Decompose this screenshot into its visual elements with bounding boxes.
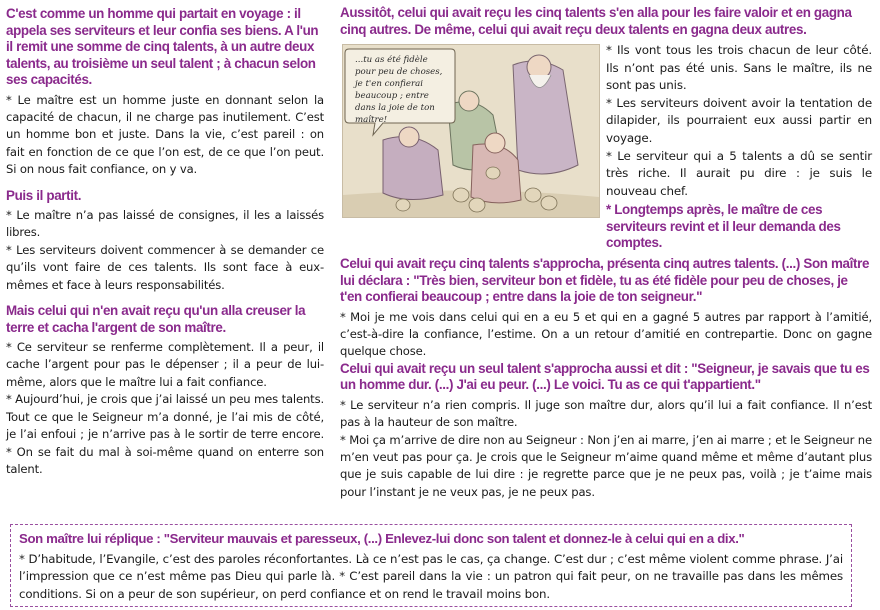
comment-paragraph-1: * Le maître est un homme juste en donnant selon la capacité de chacun, il ne charge pas inutilement. C’est un homme bon et juste. Dans la vie, c’est pareil : on fait en fonction de ce que l’on est, de ce que l’on peut. Si on nous fait confiance, on y va. xyxy=(6,92,324,177)
right-bottom-column xyxy=(340,256,872,501)
comment-paragraph-5: * Aujourd’hui, je crois que j’ai laissé un peu mes talents. Tout ce que le Seigneur m’a donné, je l’ai mis de côté, je l’ai enfoui ; je n’arrive pas à le sortir de terre encore. * On se fait du mal à soi-même quand on enterre son talent. xyxy=(6,392,325,476)
scripture-heading-7: Celui qui avait reçu un seul talent s'approcha aussi et dit : "Seigneur, je savais que tu es un homme dur. (...) J'ai eu peur. (...) Le voici. Tu as ce qui t'appartient." xyxy=(340,360,870,393)
comment-paragraph-2: * Le maître n’a pas laissé de consignes, il les a laissés libres. xyxy=(6,208,324,240)
left-column xyxy=(6,6,324,478)
comment-paragraph-7: * Les serviteurs doivent avoir la tentation de dilapider, ils pourraient eux aussi partir en voyage. xyxy=(606,95,872,145)
right-top-heading xyxy=(340,5,872,38)
right-side-column xyxy=(606,42,872,252)
scripture-heading-4: Aussitôt, celui qui avait reçu les cinq talents s'en alla pour les faire valoir et en gagna cinq autres. De même, celui qui avait reçu deux talents en gagna deux autres. xyxy=(340,5,852,37)
scripture-heading-5: * Longtemps après, le maître de ces serviteurs revint et il leur demanda des comptes. xyxy=(606,202,841,251)
comment-paragraph-10: * Le serviteur n’a rien compris. Il juge son maître dur, alors qu’il lui a fait confiance. Il n’est pas à la hauteur de son maître. xyxy=(340,397,872,430)
speech-bubble-text: ...tu as été fidèle pour peu de choses, je t'en confierai beaucoup ; entre dans la joie de ton maître! xyxy=(355,55,443,125)
comment-paragraph-11: * Moi ça m’arrive de dire non au Seigneur : Non j’en ai marre, j’en ai marre ; et le Seigneur ne m’en veut pas pour ça. Je crois que le Seigneur m’aime quand même et même d’autant plus que je suis capable de lui dire : je regrette parce que je ne peux pas, voilà ; je t’aime mais pour l’instant je ne veux pas, je ne peux pas. xyxy=(340,432,872,499)
scripture-heading-3: Mais celui qui n'en avait reçu qu'un alla creuser la terre et cacha l'argent de son maître. xyxy=(6,303,306,335)
comment-paragraph-8: * Le serviteur qui a 5 talents a dû se sentir très riche. Il aurait pu dire : je suis le nouveau chef. xyxy=(606,148,872,198)
scripture-heading-8: Son maître lui réplique : "Serviteur mauvais et paresseux, (...) Enlevez-lui donc son talent et donnez-le à celui qui en a dix." xyxy=(19,531,745,546)
comment-paragraph-6: * Ils vont tous les trois chacun de leur côté. Ils n’ont pas été unis. Sans le maître, ils ne sont pas unis. xyxy=(606,43,872,93)
scripture-heading-6: Celui qui avait reçu cinq talents s'approcha, présenta cinq autres talents. (...) Son maître lui déclara : "Très bien, serviteur bon et fidèle, tu as été fidèle pour peu de choses, je t'en confierai beaucoup ; entre dans la joie de ton seigneur." xyxy=(340,256,870,304)
comment-paragraph-3: * Les serviteurs doivent commencer à se demander ce qu’ils vont faire de ces talents. Ils sont face à eux-mêmes et face à leurs responsabilités. xyxy=(6,242,324,292)
comment-paragraph-9: * Moi je me vois dans celui qui en a eu 5 et qui en a gagné 5 autres par rapport à l’amitié, c’est-à-dire la confiance, l’estime. On a un retour d’amitié en contrepartie. Donc on gagne quelque chose. xyxy=(340,309,872,359)
parable-illustration xyxy=(342,44,600,218)
scripture-heading-2: Puis il partit. xyxy=(6,187,82,203)
comment-paragraph-12: * D’habitude, l’Evangile, c’est des paroles réconfortantes. Là ce n’est pas le cas, ça change. C’est dur ; c’est même violent comme phrase. J’ai l’impression que ce n’est même pas Dieu qui parle là. * C’est pareil dans la vie : un patron qui fait peur, on ne travaille pas dans les mêmes conditions. Si on a peur de son supérieur, on perd confiance et on rend le travail moins bon. xyxy=(19,551,843,601)
bottom-framed-box xyxy=(10,524,852,607)
scripture-heading-1: C'est comme un homme qui partait en voyage : il appela ses serviteurs et leur confia ses biens. A l'un il remit une somme de cinq talents, à un autre deux talents, au troisième un seul talent ; à chacun selon ses capacités. xyxy=(6,6,319,87)
comment-paragraph-4: * Ce serviteur se renferme complètement. Il a peur, il cache l’argent pour pas le dépenser ; il a peur de lui-même, alors que le maître lui a fait confiance. xyxy=(6,340,324,389)
